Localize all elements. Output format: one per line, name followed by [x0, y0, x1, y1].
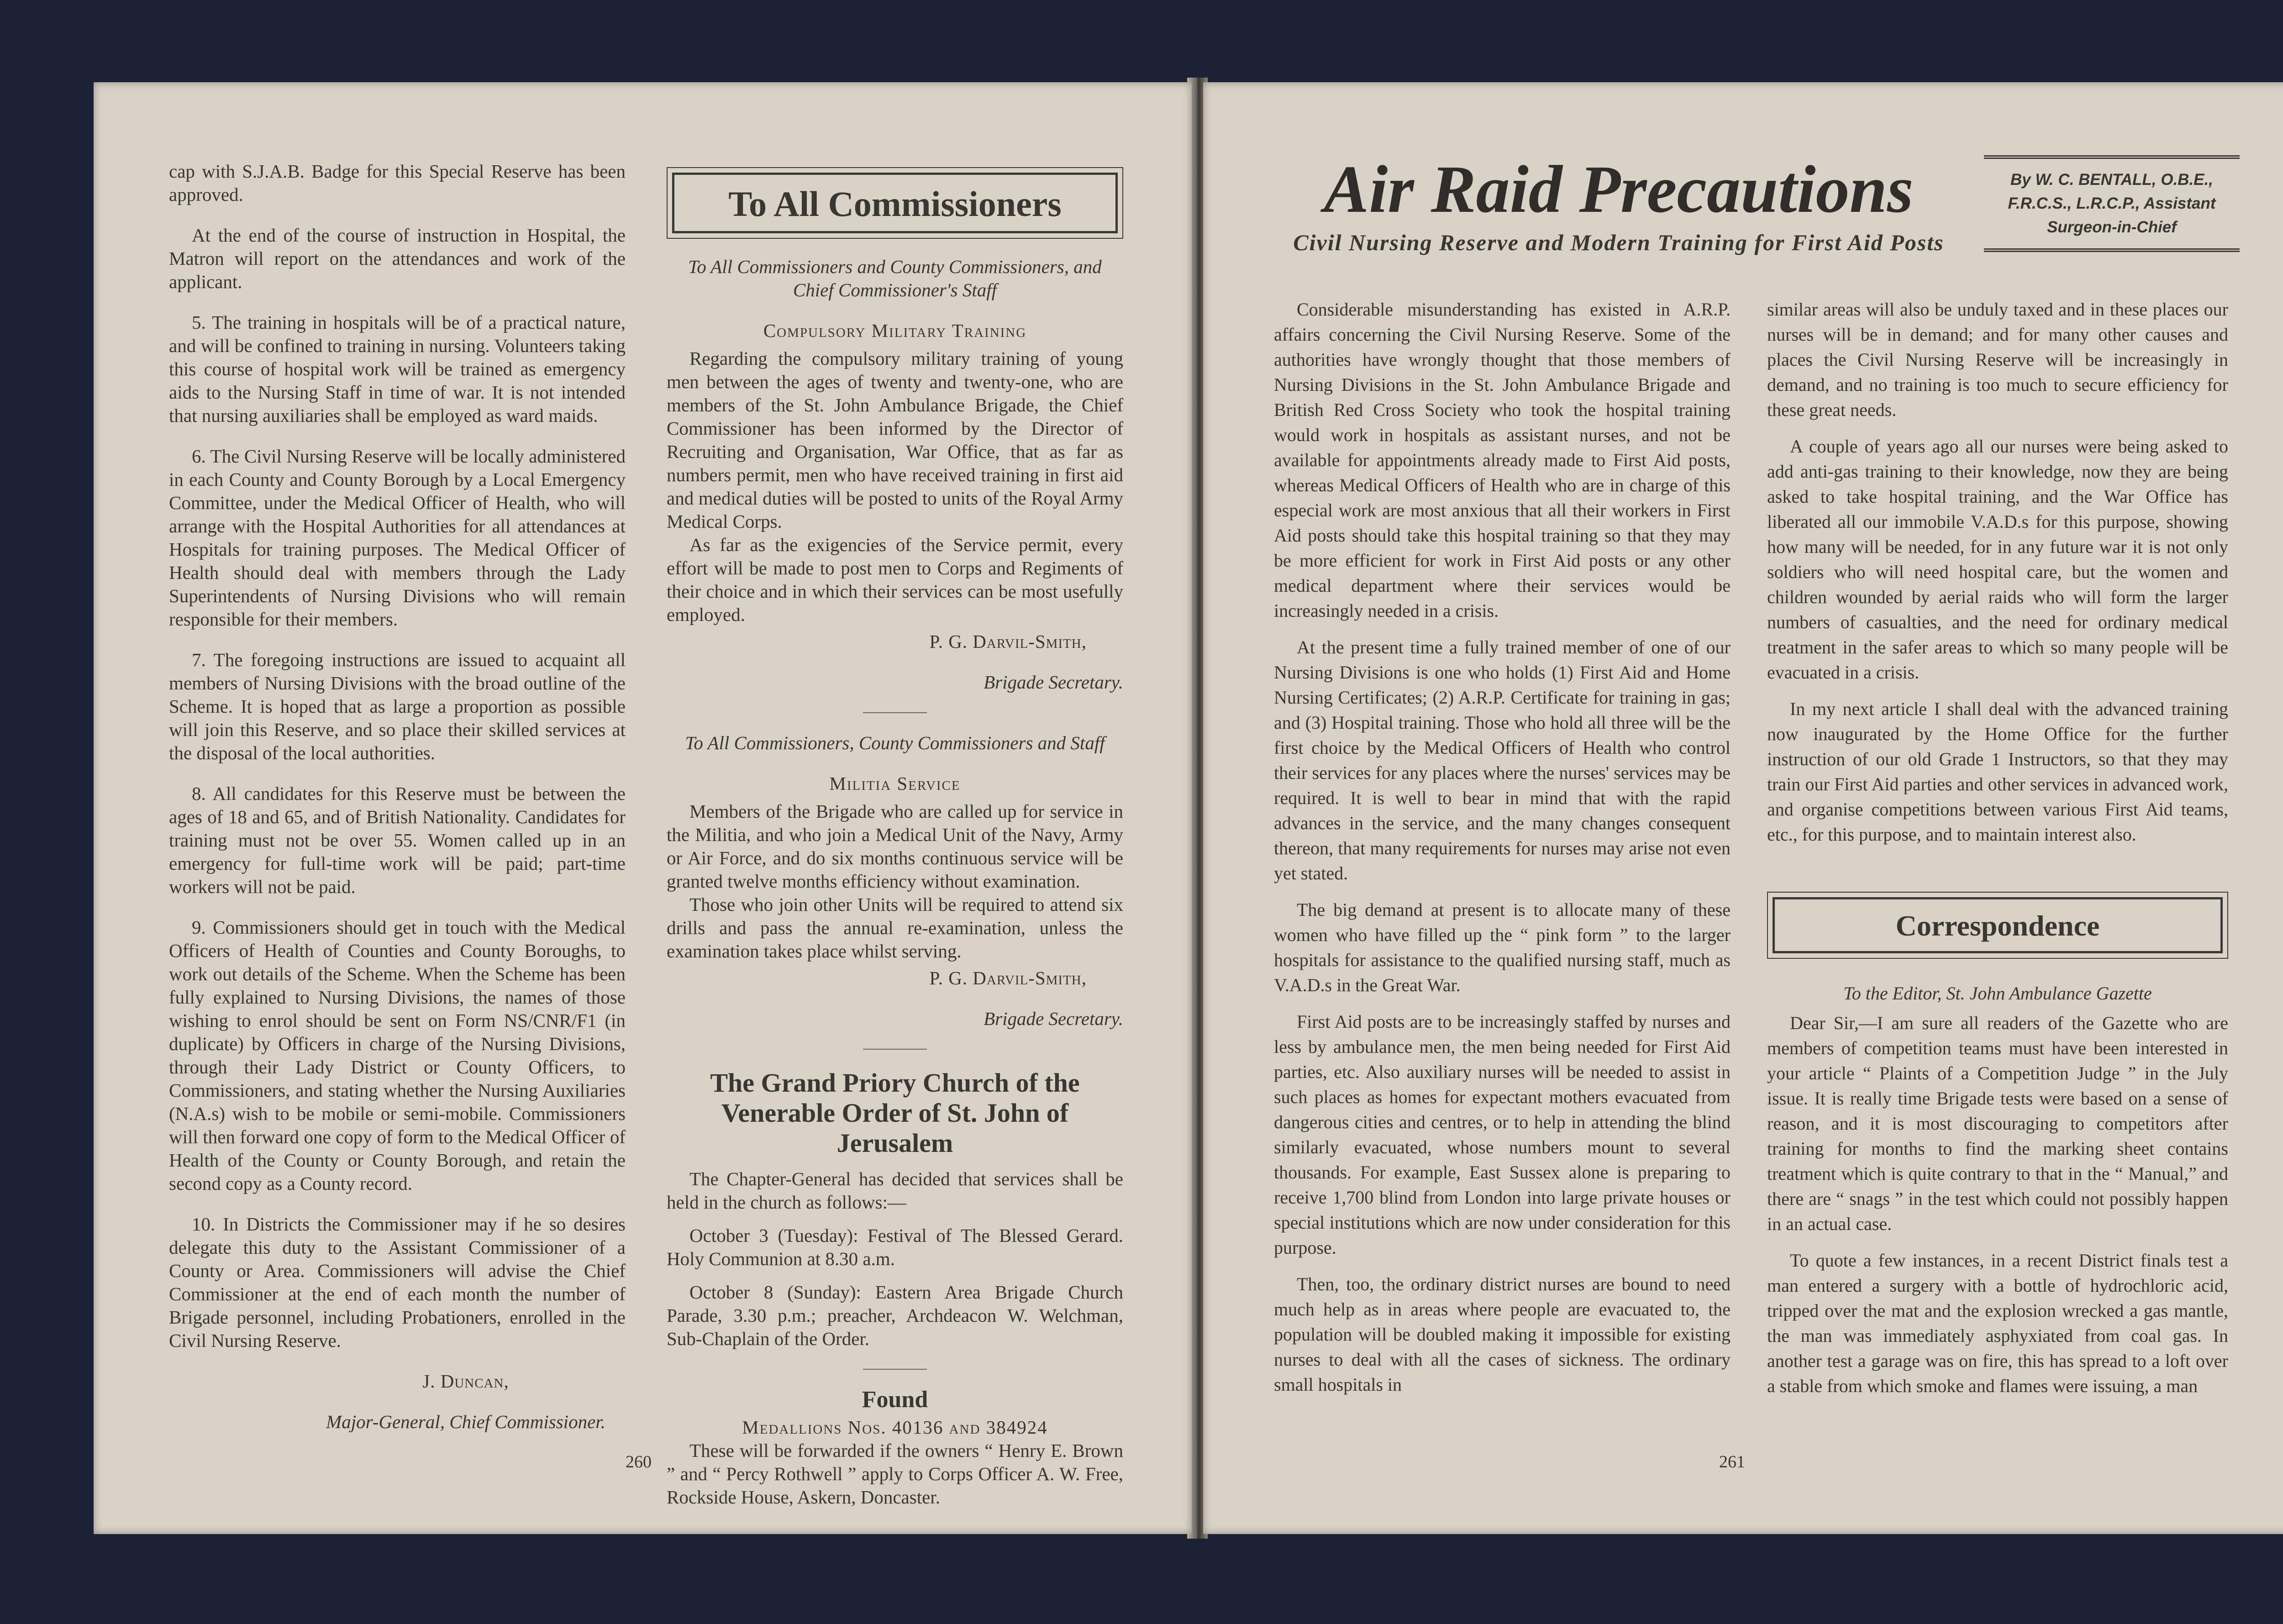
paragraph: At the present time a fully trained member of one of our Nursing Divisions is one who holds (1) First Aid and Home Nursing Certificates; (2) A.R.P. Certificate for training in gas; and (3) Hospital training. Those who hold all three will be the first choice by the Medical Officers of Health who control their services for any places where the nurses' services may be required. It is well to bear in mind that with the rapid advances in the service, and the many changes consequent thereon, that many requirements for nurses may arise not even yet stated. [1274, 637, 1731, 883]
byline-box [1984, 155, 2240, 252]
notice-addressee: To All Commissioners, County Commissioners and Staff [685, 732, 1105, 753]
byline-line: By W. C. BENTALL, O.B.E., [2010, 171, 2213, 189]
signature-name: P. G. Darvil-Smith, [929, 631, 1087, 652]
paragraph: similar areas will also be unduly taxed and in these places our nurses will be in demand; and for many other causes and places the Civil Nursing Reserve will be increasingly in demand, and no training is too much to secure efficiency for these great needs. [1767, 299, 2228, 420]
right-column-1 [1274, 297, 1731, 1397]
signature-name: P. G. Darvil-Smith, [929, 967, 1087, 988]
correspondence-heading [1773, 897, 2223, 953]
to-all-commissioners-heading [672, 173, 1118, 233]
grand-priory-heading: The Grand Priory Church of the Venerable Order of St. John of Jerusalem [710, 1068, 1080, 1158]
signature-role: Major-General, Chief Commissioner. [326, 1411, 605, 1432]
article-title: Air Raid Precautions [1324, 152, 1914, 227]
notice-subject: Militia Service [829, 773, 961, 794]
paragraph: Considerable misunderstanding has existed in A.R.P. affairs concerning the Civil Nursing Reserve. Some of the authorities have wrongly thought that those members of Nursing Divisions in the St. John Ambulance Brigade and British Red Cross Society who took the hospital training would work in hospitals as assistant nurses, and not be available for appointments already made to First Aid posts, whereas Medical Officers of Health who are in charge of this especial work are most anxious that all their workers in First Aid posts should take this hospital training so that they may be more efficient for work in First Aid posts or any other medical department where their services would be increasingly needed in a crisis. [1274, 299, 1731, 621]
paragraph: These will be forwarded if the owners “ Henry E. Brown ” and “ Percy Rothwell ” apply to Corps Officer A. W. Free, Rockside House, Askern, Doncaster. [667, 1440, 1123, 1508]
byline-line: Surgeon-in-Chief [2047, 218, 2177, 236]
paragraph: A couple of years ago all our nurses were being asked to add anti-gas training to their knowledge, now they are being asked to take hospital training, and the War Office has liberated all our immobile V.A.D.s for this purpose, showing how many will be needed, for in any future war it is not only soldiers who will need hospital care, but the women and children wounded by aerial raids who will form the larger numbers of casualties, and the need for ordinary medical treatment in the safer areas to which so many people will be evacuated in a crisis. [1767, 436, 2228, 683]
right-column-2 [1767, 297, 2228, 1398]
signature-role: Brigade Secretary. [984, 672, 1123, 693]
paragraph: cap with S.J.A.B. Badge for this Special Reserve has been approved. [169, 161, 626, 205]
paragraph: Regarding the compulsory military training of young men between the ages of twenty and twenty-one, who are members of the St. John Ambulance Brigade, the Chief Commissioner has been informed by the Director of Recruiting and Organisation, War Office, that as far as numbers permit, men who have received training in first aid and medical duties will be posted to units of the Royal Army Medical Corps. [667, 348, 1123, 532]
paragraph: As far as the exigencies of the Service permit, every effort will be made to post men to Corps and Regiments of their choice and in which their services can be most usefully employed. [667, 534, 1123, 625]
paragraph: 8. All candidates for this Reserve must be between the ages of 18 and 65, and of British Nationality. Candidates for training must not be over 55. Women called up in an emergency for full-time work will be paid; part-time workers will not be paid. [169, 783, 626, 897]
page-number: 260 [626, 1452, 652, 1472]
notice-subject: Compulsory Military Training [763, 320, 1027, 341]
paragraph: The Chapter-General has decided that services shall be held in the church as follows:— [667, 1168, 1123, 1213]
left-column-1 [169, 160, 626, 1451]
paragraph: The big demand at present is to allocate many of these women who have filled up the “ pink form ” to the larger hospitals for assistance to the qualified nursing staff, much as V.A.D.s in the Great War. [1274, 899, 1731, 995]
notice-addressee: To All Commissioners and County Commissioners, and Chief Commissioner's Staff [688, 256, 1102, 300]
paragraph: October 8 (Sunday): Eastern Area Brigade Church Parade, 3.30 p.m.; preacher, Archdeacon W. Welchman, Sub-Chaplain of the Order. [667, 1282, 1123, 1349]
heading-text: To All Commissioners [728, 184, 1062, 224]
article-subtitle: Civil Nursing Reserve and Modern Training for First Aid Posts [1293, 230, 1944, 255]
paragraph: At the end of the course of instruction in Hospital, the Matron will report on the attendances and work of the applicant. [169, 225, 626, 292]
paragraph: 5. The training in hospitals will be of a practical nature, and will be confined to training in nursing. Volunteers taking this course of hospital work will be trained as emergency aids to the Nursing Staff in time of war. It is not intended that nursing auxiliaries shall be employed as ward maids. [169, 312, 626, 426]
paragraph: Members of the Brigade who are called up for service in the Militia, and who join a Medical Unit of the Navy, Army or Air Force, and do six months continuous service will be granted twelve months efficiency without examination. [667, 801, 1123, 892]
signature-name: J. Duncan, [422, 1371, 509, 1392]
page-number: 261 [1719, 1452, 1745, 1472]
paragraph: 6. The Civil Nursing Reserve will be locally administered in each County and County Borough by a Local Emergency Committee, under the Medical Officer of Health, who will arrange with the Hospital Authorities for all attendances at Hospitals for training purposes. The Medical Officer of Health should deal with members through the Lady Superintendents of Nursing Divisions who will remain responsible for their members. [169, 446, 626, 630]
paragraph: 9. Commissioners should get in touch with the Medical Officers of Health of Counties and County Boroughs, to work out details of the Scheme. When the Scheme has been fully explained to Nursing Divisions, the names of those wishing to enrol should be sent on Form NS/CNR/F1 (in duplicate) by Officers in charge of the Nursing Divisions, through their Lady District or County Officers, to Commissioners, and stating whether the Nursing Auxiliaries (N.A.s) wish to be mobile or semi-mobile. Commissioners will then forward one copy of form to the Medical Officer of Health of the County or County Borough, and retain the second copy as a County record. [169, 917, 626, 1194]
byline-line: F.R.C.S., L.R.C.P., Assistant [2008, 194, 2216, 212]
paragraph: 7. The foregoing instructions are issued to acquaint all members of Nursing Divisions with the broad outline of the Scheme. It is hoped that as large a proportion as possible will join this Reserve, and so place their skilled services at the disposal of the local authorities. [169, 649, 626, 763]
right-page [1203, 82, 2283, 1534]
divider [863, 1049, 927, 1050]
heading-text: Correspondence [1895, 909, 2100, 942]
paragraph: Dear Sir,—I am sure all readers of the Gazette who are members of competition teams must have been interested in your article “ Plaints of a Competition Judge ” in the July issue. It is really time Brigade tests were based on a sense of reason, and it is most discouraging to competitors after training for months to find the marking sheet contains treatment which is quite contrary to that in the “ Manual,” and there are “ snags ” in the test which could not possibly happen in an actual case. [1767, 1013, 2228, 1234]
signature-role: Brigade Secretary. [984, 1008, 1123, 1029]
paragraph: October 3 (Tuesday): Festival of The Blessed Gerard. Holy Communion at 8.30 a.m. [667, 1225, 1123, 1269]
left-column-2 [667, 160, 1123, 1509]
divider [863, 712, 927, 713]
paragraph: Then, too, the ordinary district nurses are bound to need much help as in areas where people are evacuated to, the population will be doubled making it impossible for existing nurses to deal with all the cases of sickness. The ordinary small hospitals in [1274, 1274, 1731, 1395]
found-subject: Medallions Nos. 40136 and 384924 [742, 1417, 1048, 1438]
found-heading: Found [862, 1387, 928, 1413]
left-page [94, 82, 1192, 1534]
paragraph: In my next article I shall deal with the advanced training now inaugurated by the Home Office for the further instruction of our old Grade 1 Instructors, so that they may train our First Aid parties and other services in advanced work, and organise competitions between various First Aid teams, etc., for this purpose, and to maintain interest also. [1767, 699, 2228, 845]
paragraph: To quote a few instances, in a recent District finals test a man entered a surgery with a bottle of hydrochloric acid, tripped over the mat and the explosion wrecked a gas mantle, the man was immediately asphyxiated from coal gas. In another test a garage was on fire, this has spread to a loft over a stable from which smoke and flames were issuing, a man [1767, 1250, 2228, 1396]
paragraph: 10. In Districts the Commissioner may if he so desires delegate this duty to the Assistant Commissioner of a County or Area. Commissioners will advise the Chief Commissioner at the end of each month the number of Brigade personnel, including Probationers, enrolled in the Civil Nursing Reserve. [169, 1214, 626, 1351]
paragraph: First Aid posts are to be increasingly staffed by nurses and less by ambulance men, the men being needed for First Aid parties, etc. Also auxiliary nurses will be needed to assist in such places as homes for expectant mothers evacuated from dangerous cities and centres, or to help in attending the blind similarly evacuated, whose numbers mount to several thousands. For example, East Sussex alone is preparing to receive 1,700 blind from London into large private houses or special institutions which are now under consideration for this purpose. [1274, 1011, 1731, 1258]
letter-addressee: To the Editor, St. John Ambulance Gazette [1843, 983, 2152, 1004]
divider [863, 1369, 927, 1370]
paragraph: Those who join other Units will be required to attend six drills and pass the annual re-examination, unless the examination takes place whilst serving. [667, 894, 1123, 962]
